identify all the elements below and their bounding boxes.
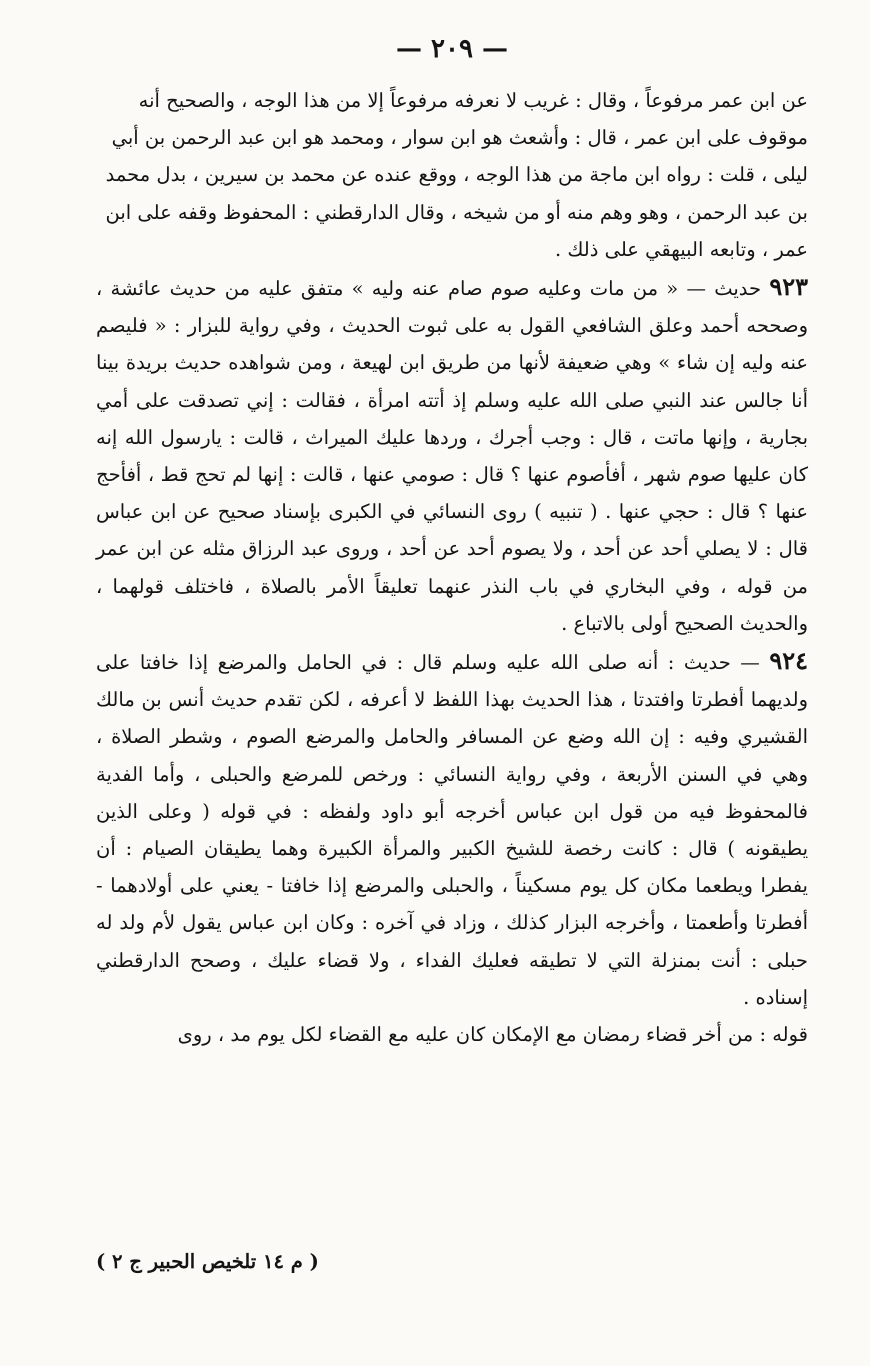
- hadith-923: [96, 268, 808, 642]
- paragraph-closing: قوله : من أخر قضاء رمضان مع الإمكان كان عليه مع القضاء لكل يوم مد ، روى: [177, 1023, 808, 1047]
- hadith-924: [96, 642, 808, 1016]
- paragraph-continuation: عن ابن عمر مرفوعاً ، وقال : غريب لا نعرفه مرفوعاً إلا من هذا الوجه ، والصحيح أنه موقوف على ابن عمر ، قال : وأشعث هو ابن سوار ، ومحمد هو ابن عبد الرحمن بن أبي ليلى ، قلت : رواه ابن ماجة من هذا الوجه ، ووقع عنده عن محمد بن سيرين ، بدل محمد بن عبد الرحمن ، وهو وهم منه أو من شيخه ، وقال الدارقطني : المحفوظ وقفه على ابن عمر ، وتابعه البيهقي على ذلك .: [105, 89, 808, 261]
- hadith-number: ٩٢٣: [769, 272, 808, 302]
- footer-reference: ( م ١٤ تلخيص الحبير ج ٢ ): [96, 1250, 319, 1273]
- page-body: [96, 82, 808, 1053]
- page-number: — ٢٠٩ —: [395, 34, 509, 64]
- hadith-text: — حديث : أنه صلى الله عليه وسلم قال : في الحامل والمرضع إذا خافتا على ولديهما أفطرتا وافتدتا ، هذا الحديث بهذا اللفظ لا أعرفه ، لكن تقدم حديث أنس بن مالك القشيري وفيه : إن الله وضع عن المسافر والحامل والمرضع الصوم ، وشطر الصلاة ، وهي في السنن الأربعة ، وفي رواية النسائي : ورخص للمرضع والحبلى ، وأما الفدية فالمحفوظ فيه من قول ابن عباس أخرجه أبو داود ولفظه : في قوله ( وعلى الذين يطيقونه ) قال : كانت رخصة للشيخ الكبير والمرأة الكبيرة وهما يطيقان الصيام : أن يفطرا ويطعما مكان كل يوم مسكيناً ، والحبلى والمرضع إذا خافتا - يعني على أولادهما - أفطرتا وأطعمتا ، وأخرجه البزار كذلك ، وزاد في آخره : وكان ابن عباس يقول لأم ولد له حبلى : أنت بمنزلة التي لا تطيقه فعليك الفداء ، ولا قضاء عليك ، وصحح الدارقطني إسناده .: [96, 651, 808, 1009]
- hadith-number: ٩٢٤: [769, 646, 808, 676]
- hadith-text: حديث — « من مات وعليه صوم صام عنه وليه » متفق عليه من حديث عائشة ، وصححه أحمد وعلق الشافعي القول به على ثبوت الحديث ، وفي رواية للبزار : « فليصم عنه وليه إن شاء » وهي ضعيفة لأنها من طريق ابن لهيعة ، ومن شواهده حديث بريدة بينا أنا جالس عند النبي صلى الله عليه وسلم إذ أتته امرأة ، فقالت : إني تصدقت على أمي بجارية ، وإنها ماتت ، قال : وجب أجرك ، وردها عليك الميراث ، قالت : يارسول الله إنه كان عليها صوم شهر ، أفأصوم عنها ؟ قال : صومي عنها ، قالت : إنها لم تحج قط ، أفأحج عنها ؟ قال : حجي عنها . ( تنبيه ) روى النسائي في الكبرى بإسناد صحيح عن ابن عباس قال : لا يصلي أحد عن أحد ، ولا يصوم أحد عن أحد ، وروى عبد الرزاق مثله عن ابن عمر من قوله ، وفي البخاري في باب النذر عنهما تعليقاً الأمر بالصلاة ، فاختلف قولهما ، والحديث الصحيح أولى بالاتباع .: [96, 277, 808, 635]
